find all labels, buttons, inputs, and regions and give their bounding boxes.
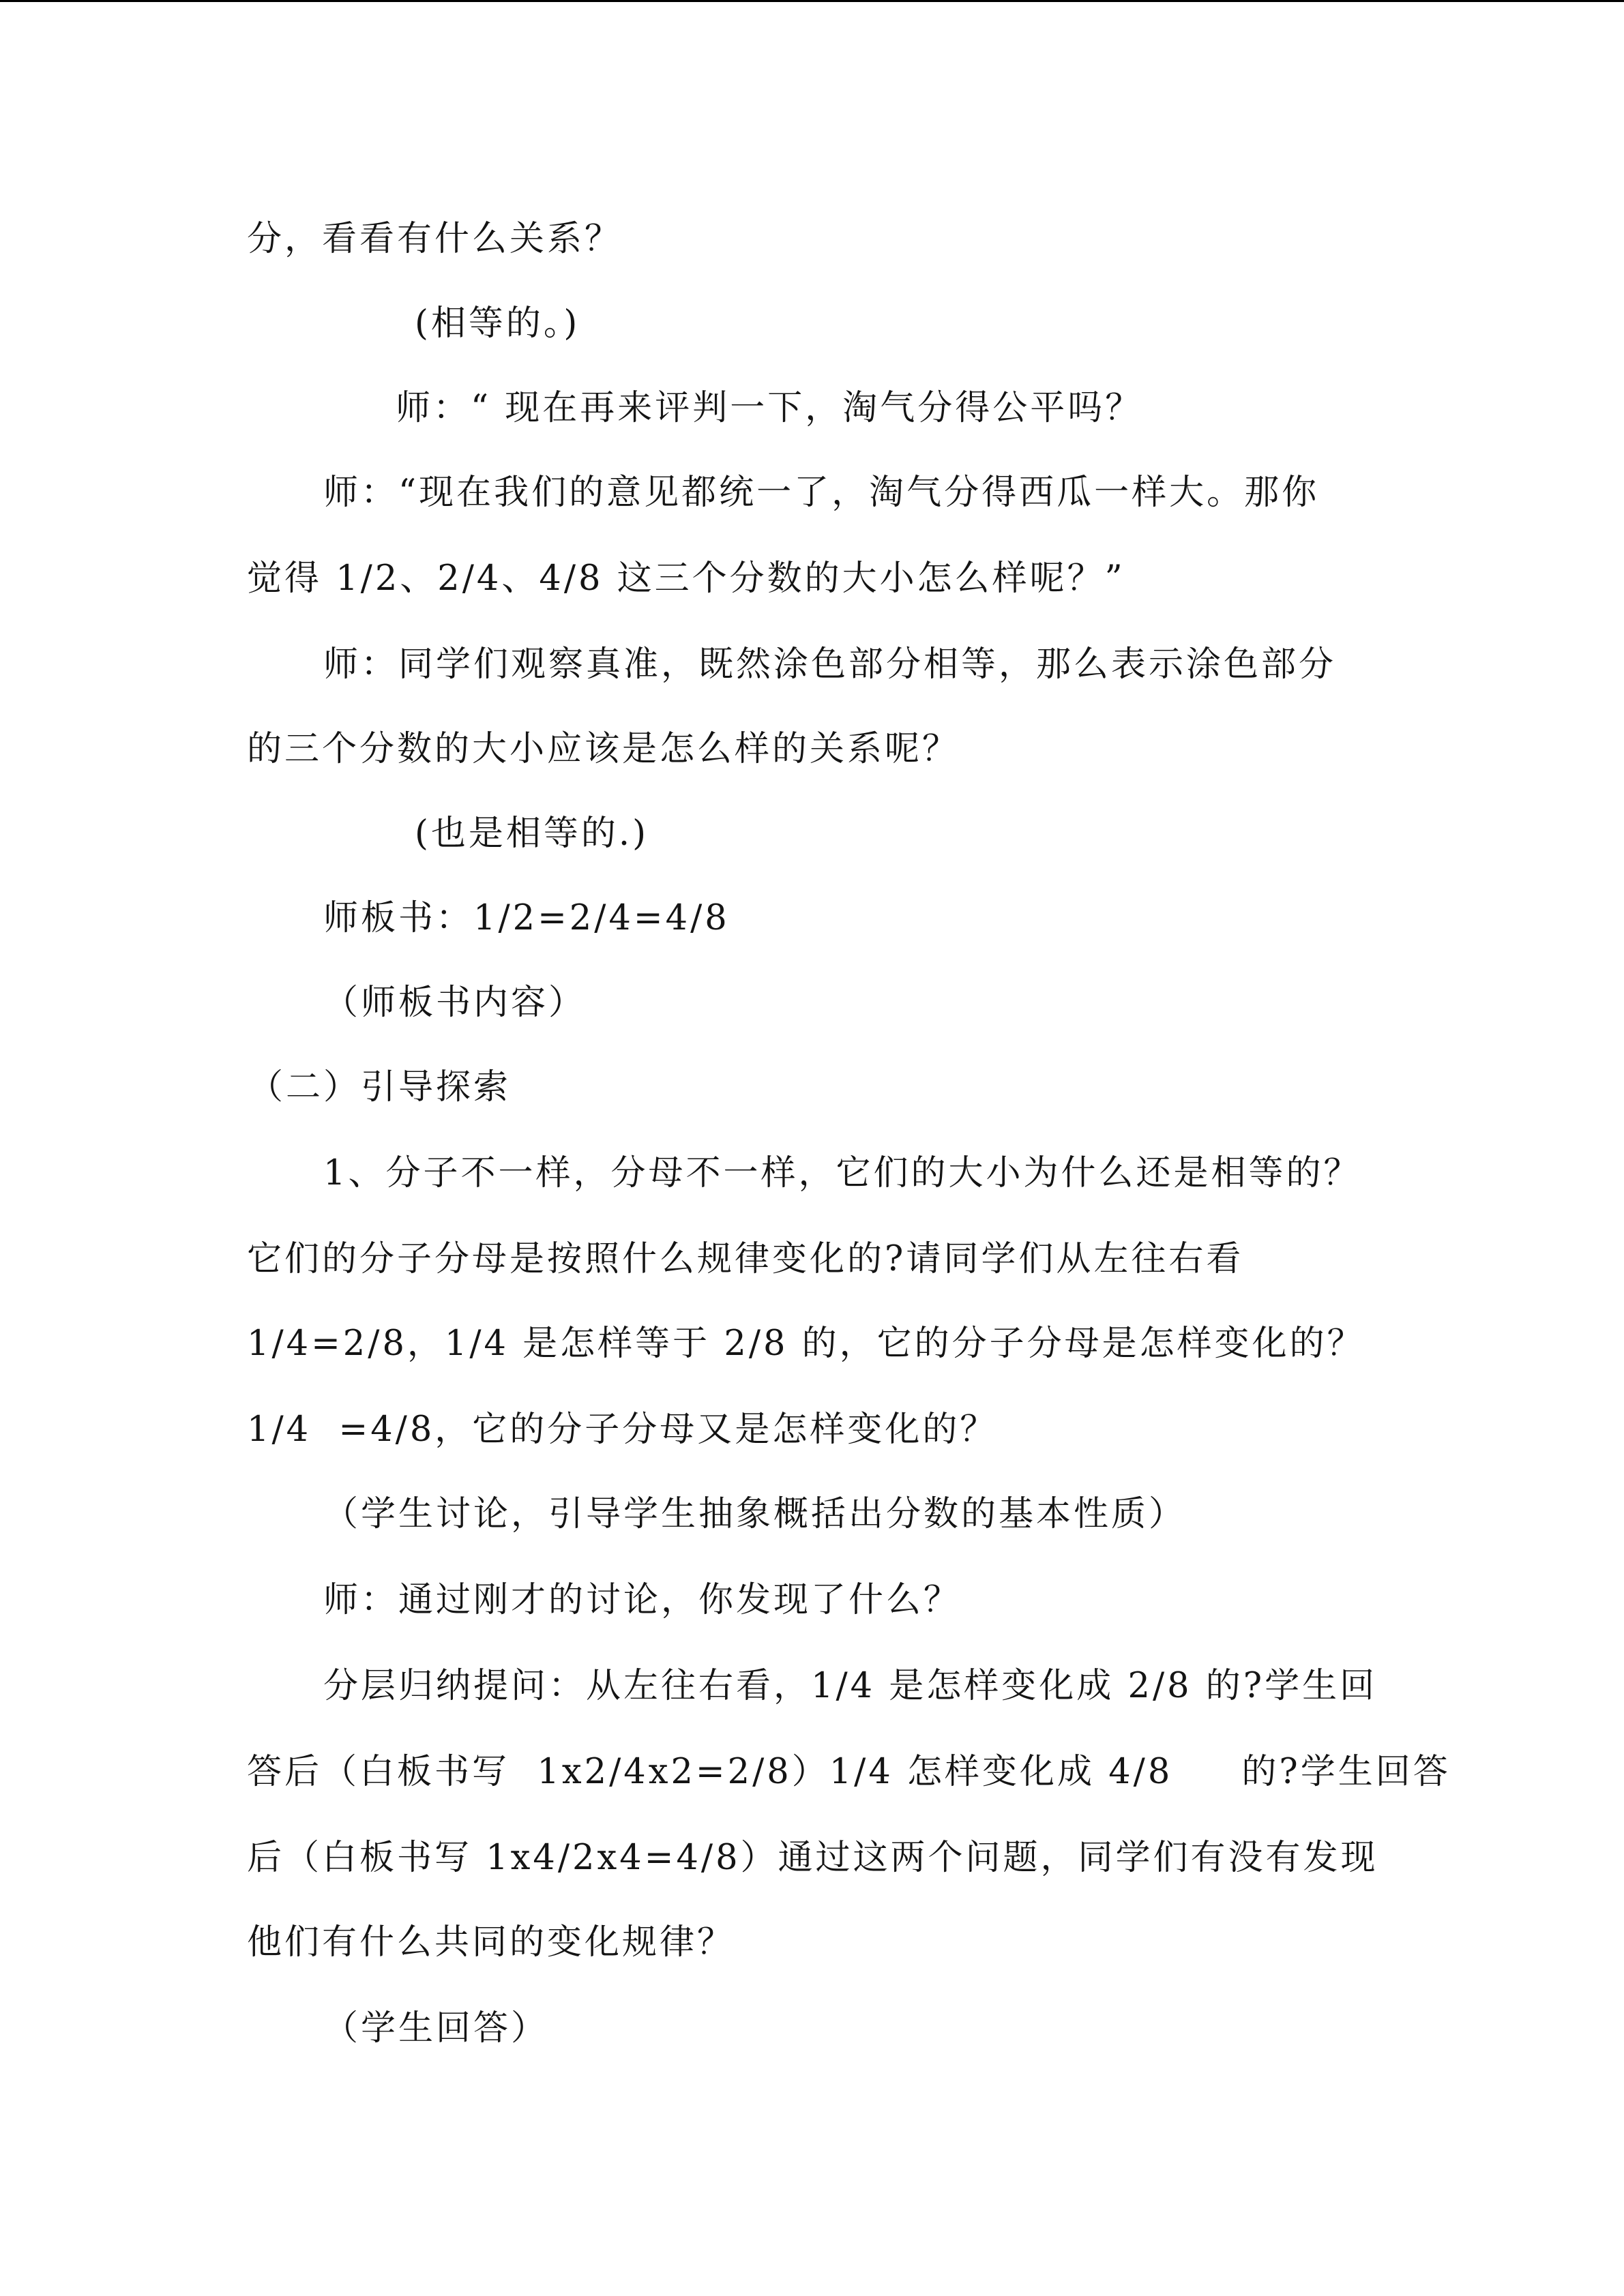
text-line-1: 分，看看有什么关系？ [247,219,623,259]
text-line-19: 答后（白板书写 1x2/4x2=2/8）1/4 怎样变化成 4/8 的?学生回答 [247,1752,1451,1792]
text-line-6: 师：同学们观察真准，既然涂色部分相等，那么表示涂色部分 [323,644,1337,685]
text-line-15: 1/4 =4/8，它的分子分母又是怎样变化的？ [247,1410,998,1450]
text-line-4: 师：“现在我们的意见都统一了，淘气分得西瓜一样大。那你 [323,473,1320,513]
text-line-9: 师板书：1/2=2/4=4/8 [323,898,730,938]
text-line-17: 师：通过刚才的讨论，你发现了什么？ [323,1580,962,1620]
text-line-8: (也是相等的.) [415,814,649,854]
text-line-16: （学生讨论，引导学生抽象概括出分数的基本性质） [323,1494,1187,1534]
text-line-3: 师：“ 现在再来评判一下，淘气分得公平吗？ [396,388,1143,428]
text-line-5: 觉得 1/2、2/4、4/8 这三个分数的大小怎么样呢？” [247,558,1125,599]
text-line-18: 分层归纳提问：从左往右看，1/4 是怎样变化成 2/8 的?学生回 [323,1666,1378,1706]
text-line-12: 1、分子不一样，分母不一样，它们的大小为什么还是相等的？ [323,1153,1361,1193]
text-line-14: 1/4=2/8，1/4 是怎样等于 2/8 的，它的分子分母是怎样变化的？ [247,1324,1365,1364]
text-line-22: （学生回答） [323,2008,549,2048]
text-line-7: 的三个分数的大小应该是怎么样的关系呢？ [247,729,960,769]
text-line-21: 他们有什么共同的变化规律？ [247,1922,735,1963]
text-line-2: (相等的。) [415,303,580,344]
section-heading: （二）引导探索 [248,1067,512,1107]
text-line-10: （师板书内容） [323,983,587,1023]
text-line-20: 后（白板书写 1x4/2x4=4/8）通过这两个问题，同学们有没有发现 [247,1838,1378,1878]
text-line-13: 它们的分子分母是按照什么规律变化的?请同学们从左往右看 [247,1239,1244,1279]
